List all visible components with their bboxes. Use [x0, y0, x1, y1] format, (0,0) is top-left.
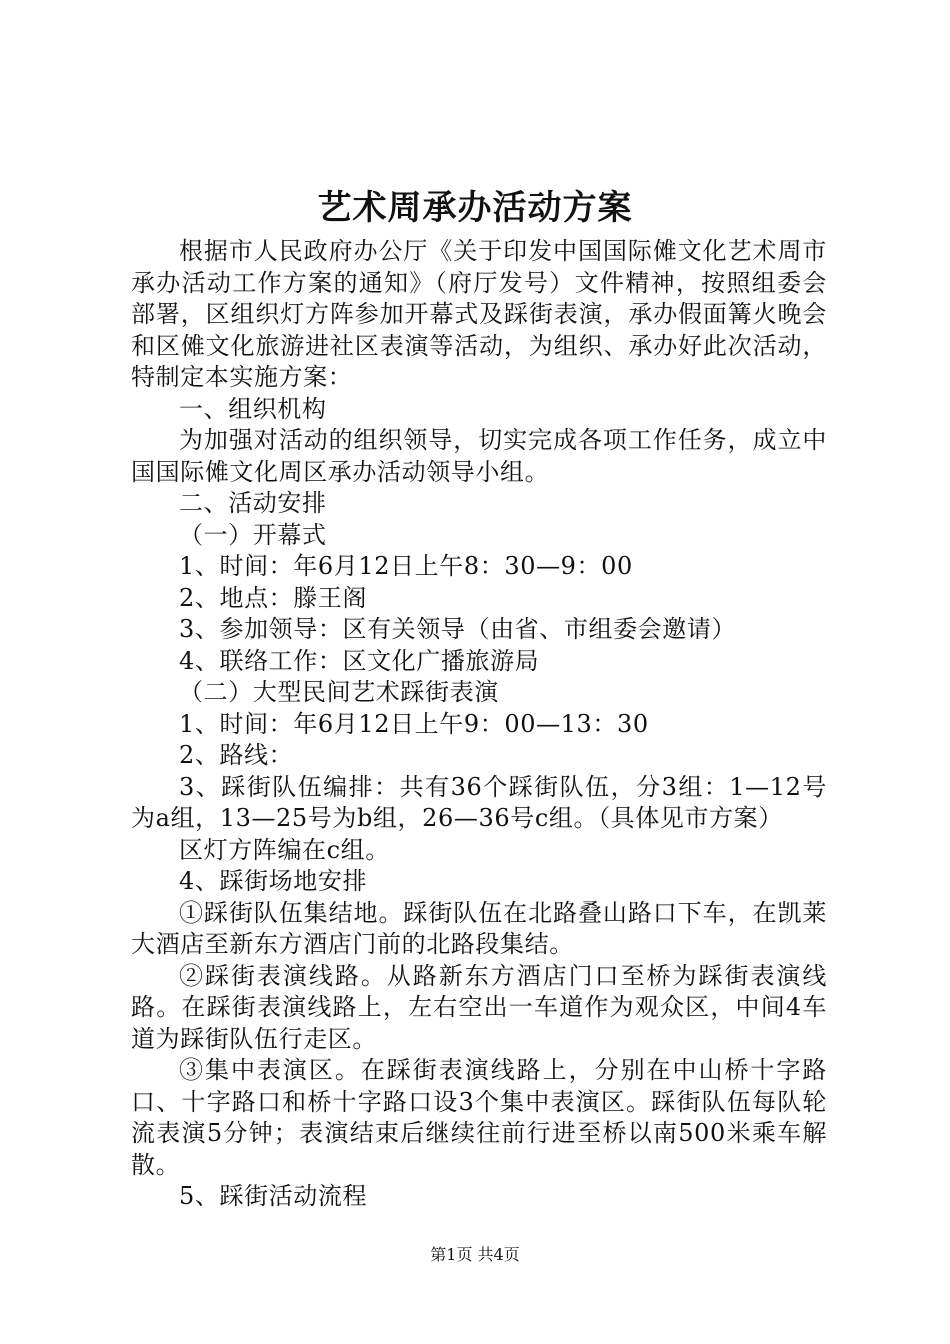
list-item-team-arrangement: 3、踩街队伍编排：共有36个踩街队伍，分3组：1—12号为a组，13—25号为b组，26—36号c组。（具体见市方案） — [131, 772, 827, 832]
list-item-venue-arrangement: 4、踩街场地安排 — [179, 867, 368, 895]
paragraph-performance-route: ②踩街表演线路。从路新东方酒店门口至桥为踩街表演线路。在踩街表演线路上，左右空出一车道作为观众区，中间4车道为踩街队伍行走区。 — [131, 961, 827, 1053]
paragraph-organization: 为加强对活动的组织领导，切实完成各项工作任务，成立中国国际傩文化周区承办活动领导小组。 — [131, 426, 827, 486]
section-heading-arrangement: 二、活动安排 — [179, 489, 327, 517]
list-item-route: 2、路线： — [179, 741, 294, 769]
section-heading-organization: 一、组织机构 — [179, 394, 327, 423]
page-footer: 第1页 共4页 — [430, 1245, 520, 1264]
paragraph-intro: 根据市人民政府办公厅《关于印发中国国际傩文化艺术周市承办活动工作方案的通知》（府厅发号）文件精神，按照组委会部署，区组织灯方阵参加开幕式及踩街表演，承办假面篝火晚会和区傩文化旅游进社区表演等活动，为组织、承办好此次活动，特制定本实施方案： — [131, 237, 827, 391]
paragraph-focus-area: ③集中表演区。在踩街表演线路上，分别在中山桥十字路口、十字路口和桥十字路口设3个集中表演区。踩街队伍每队轮流表演5分钟；表演结束后继续往前行进至桥以南500米乘车解散。 — [131, 1056, 827, 1179]
list-item-leaders: 3、参加领导：区有关领导（由省、市组委会邀请） — [179, 615, 737, 643]
paragraph-assembly-point: ①踩街队伍集结地。踩街队伍在北路叠山路口下车，在凯莱大酒店至新东方酒店门前的北路段集结。 — [131, 898, 827, 958]
list-item-time: 1、时间：年6月12日上午8：30—9：00 — [179, 552, 633, 580]
subheading-opening-ceremony: （一）开幕式 — [179, 520, 327, 549]
list-item-liaison: 4、联络工作：区文化广播旅游局 — [179, 646, 540, 675]
subheading-street-performance: （二）大型民间艺术踩街表演 — [179, 678, 499, 706]
document-title: 艺术周承办活动方案 — [317, 188, 633, 228]
list-item-time-2: 1、时间：年6月12日上午9：00—13：30 — [179, 709, 649, 738]
list-item-location: 2、地点：滕王阁 — [179, 583, 368, 612]
document-body — [131, 236, 827, 1213]
list-item-activity-flow: 5、踩街活动流程 — [179, 1182, 368, 1210]
paragraph-group-note: 区灯方阵编在c组。 — [179, 835, 390, 864]
